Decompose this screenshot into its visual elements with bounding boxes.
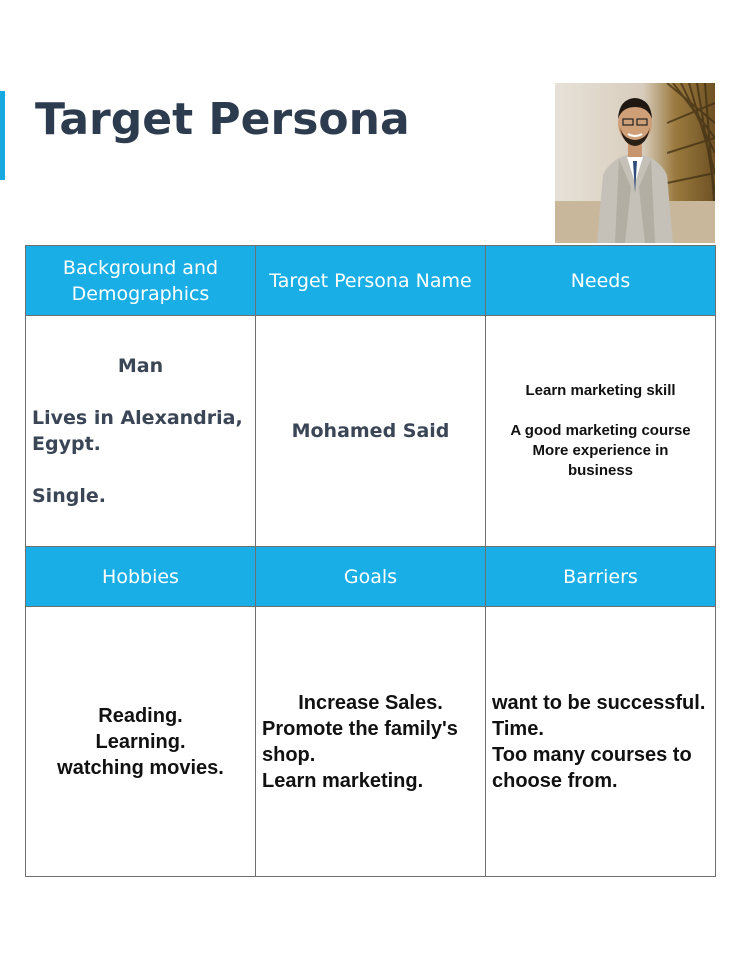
persona-photo: [555, 83, 715, 243]
accent-bar: [0, 91, 5, 180]
needs-cell: [486, 316, 716, 547]
page-title: Target Persona: [35, 94, 410, 145]
needs-item: More experience in business: [532, 442, 669, 479]
background-status: Single.: [32, 485, 106, 507]
needs-item: Learn marketing skill: [525, 382, 676, 399]
goals-cell: [256, 607, 486, 877]
needs-item: A good marketing course: [510, 422, 691, 439]
barrier-item: Time.: [492, 717, 544, 740]
background-cell: [26, 316, 256, 547]
barriers-cell: [486, 607, 716, 877]
background-gender: Man: [117, 355, 164, 377]
body-row-2: [26, 607, 716, 877]
background-location: Lives in Alexandria, Egypt.: [32, 407, 243, 455]
header-row-2: [26, 547, 716, 607]
header-target-persona-name: Target Persona Name: [256, 246, 486, 316]
hobbies-cell: [26, 607, 256, 877]
body-row-1: [26, 316, 716, 547]
person-photo-icon: [555, 83, 715, 243]
goal-item: Increase Sales.: [298, 691, 443, 714]
header-barriers: Barriers: [486, 547, 716, 607]
header-hobbies: Hobbies: [26, 547, 256, 607]
hobby-item: Reading.: [98, 704, 183, 727]
barrier-item: Too many courses to choose from.: [492, 743, 692, 792]
header-goals: Goals: [256, 547, 486, 607]
persona-table: [25, 245, 716, 877]
hobby-item: Learning.: [95, 730, 186, 753]
persona-name: Mohamed Said: [256, 316, 486, 547]
header-row-1: [26, 246, 716, 316]
goal-item: Learn marketing.: [262, 769, 424, 792]
hobby-item: watching movies.: [57, 756, 224, 779]
barrier-item: want to be successful.: [492, 691, 706, 714]
header-needs: Needs: [486, 246, 716, 316]
goal-item: Promote the family's shop.: [262, 717, 458, 766]
header-background-demographics: Background and Demographics: [26, 246, 256, 316]
